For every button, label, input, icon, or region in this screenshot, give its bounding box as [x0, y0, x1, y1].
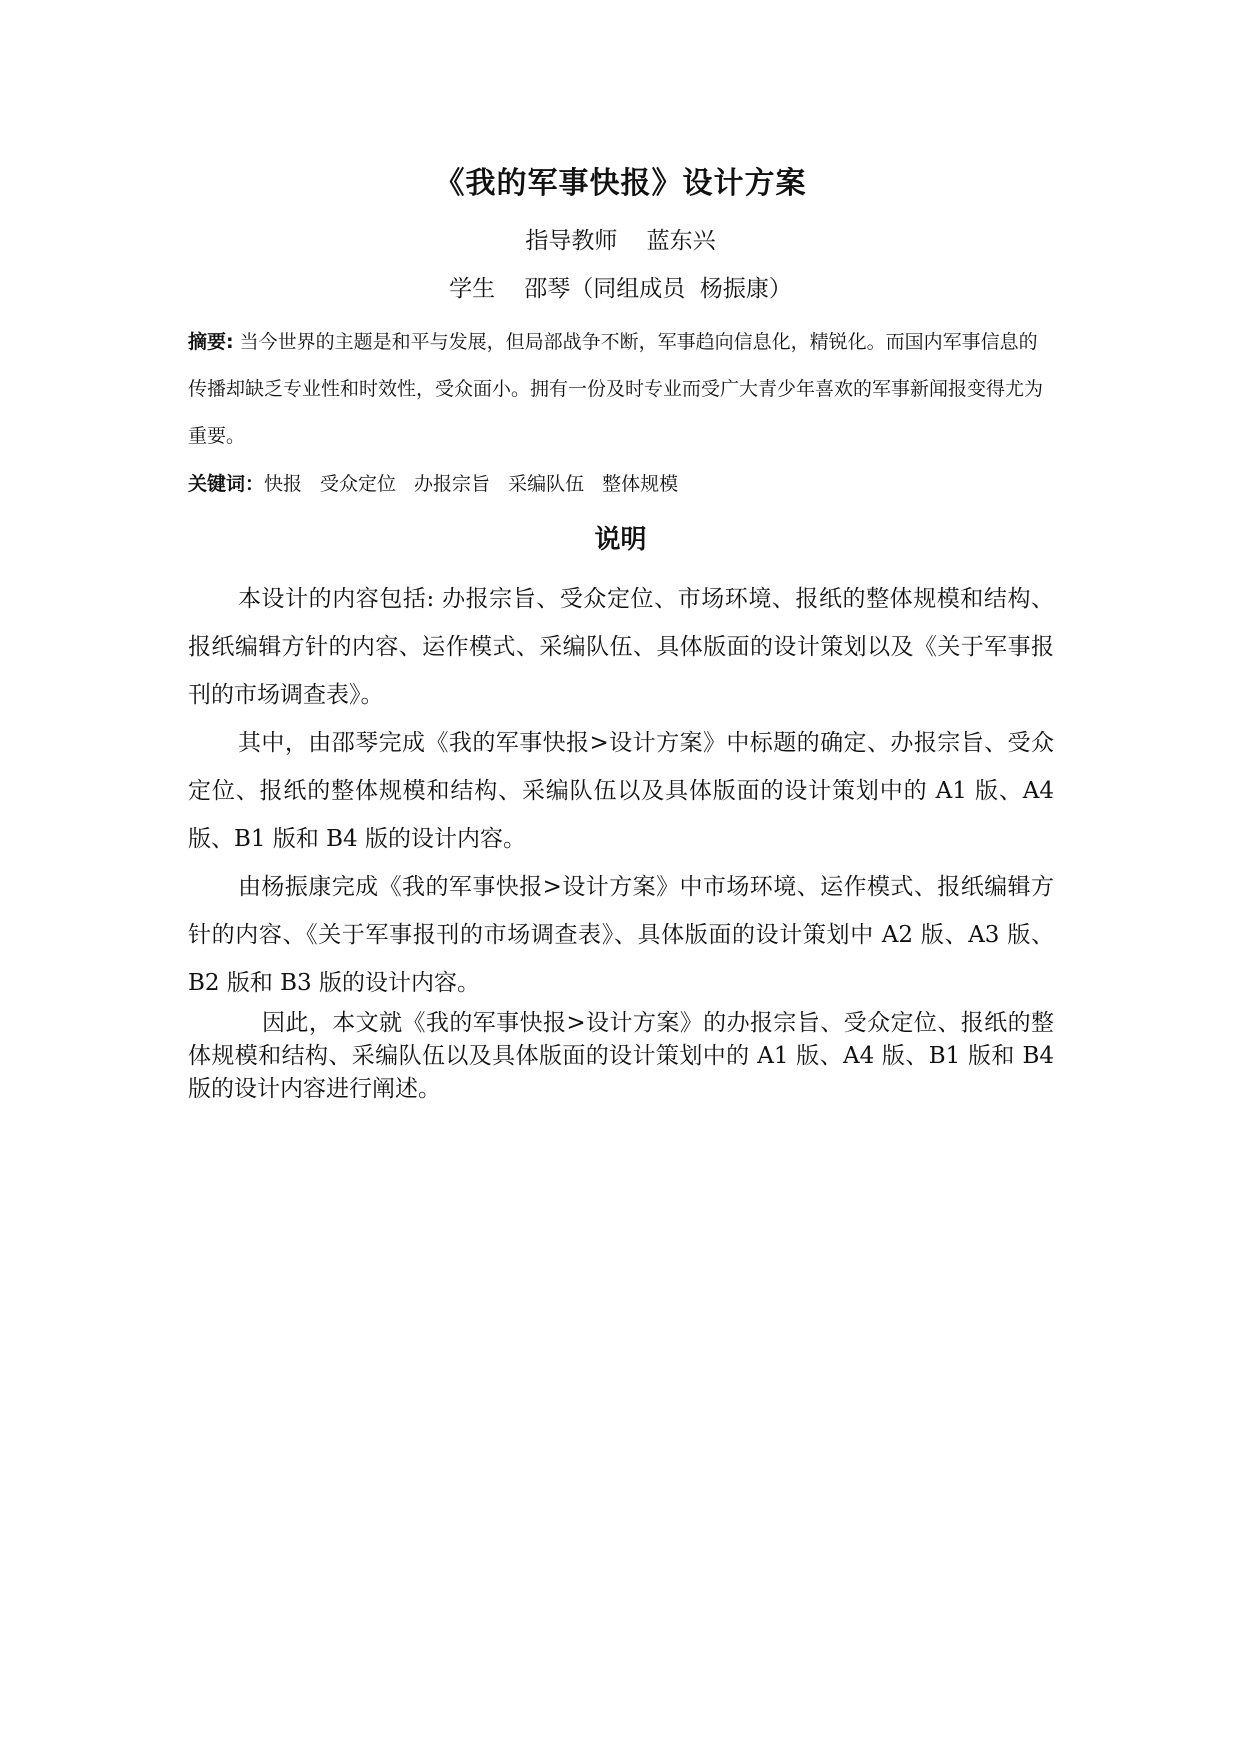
body-paragraph: 由杨振康完成《我的军事快报>设计方案》中市场环境、运作模式、报纸编辑方针的内容、《关于军事报刊的市场调查表》、具体版面的设计策划中 A2 版、A3 版、B2 版和 B3 版的设计内容。: [188, 874, 1054, 996]
abstract: [188, 319, 1054, 460]
keywords-label: 关键词：: [188, 473, 265, 495]
body-paragraph: 本设计的内容包括: 办报宗旨、受众定位、市场环境、报纸的整体规模和结构、报纸编辑方针的内容、运作模式、采编队伍、具体版面的设计策划以及《关于军事报刊的市场调查表》。: [188, 586, 1054, 708]
body-paragraph: 因此，本文就《我的军事快报>设计方案》的办报宗旨、受众定位、报纸的整体规模和结构、采编队伍以及具体版面的设计策划中的 A1 版、A4 版、B1 版和 B4 版的设计内容进行阐述。: [188, 1010, 1054, 1102]
abstract-text: 当今世界的主题是和平与发展，但局部战争不断，军事趋向信息化，精锐化。而国内军事信息的传播却缺乏专业性和时效性，受众面小。拥有一份及时专业而受广大青少年喜欢的军事新闻报变得尤为重要。: [188, 331, 1044, 447]
section-heading: 说明: [594, 525, 647, 555]
advisor-line: 指导教师 蓝东兴: [525, 228, 716, 254]
student-line: 学生 邵琴（同组成员 杨振康）: [449, 276, 792, 302]
keyword-item: 采编队伍: [508, 473, 585, 495]
keywords: [188, 468, 1054, 500]
keyword-item: 办报宗旨: [414, 473, 491, 495]
document-title: 《我的军事快报》设计方案: [434, 166, 807, 201]
body-paragraph: 其中，由邵琴完成《我的军事快报>设计方案》中标题的确定、办报宗旨、受众定位、报纸的整体规模和结构、采编队伍以及具体版面的设计策划中的 A1 版、A4 版、B1 版和 B4 版的设计内容。: [188, 730, 1054, 852]
keyword-item: 快报: [264, 473, 303, 495]
keyword-item: 整体规模: [602, 473, 679, 495]
abstract-label: 摘要:: [188, 331, 234, 353]
keyword-item: 受众定位: [320, 473, 397, 495]
